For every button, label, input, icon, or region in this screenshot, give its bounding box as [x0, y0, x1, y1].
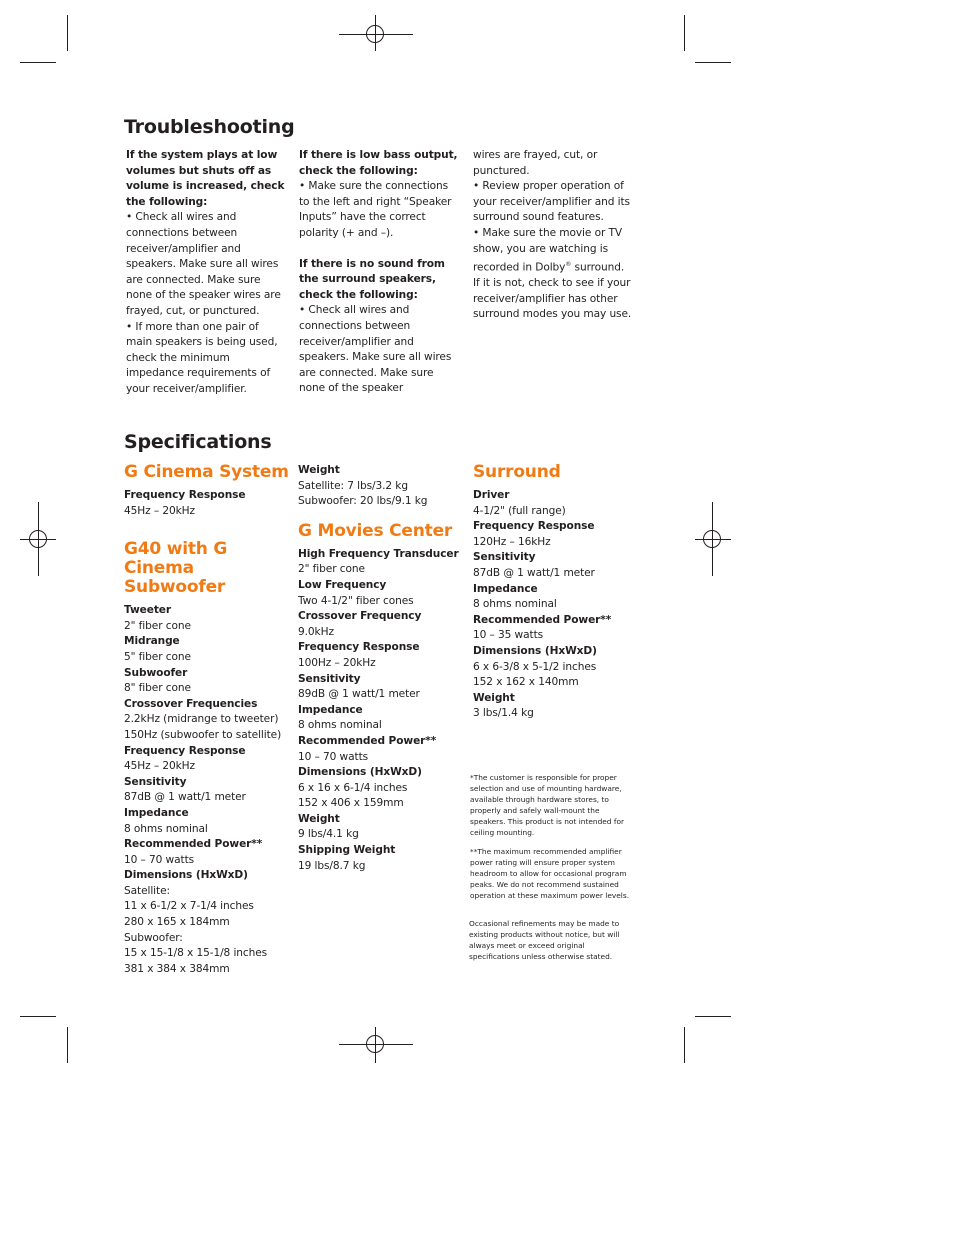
spec-label: Frequency Response	[124, 744, 246, 757]
registration-target-icon	[29, 530, 47, 548]
spec-label: Midrange	[124, 635, 180, 648]
spec-value: Subwoofer: 20 lbs/9.1 kg	[298, 495, 428, 508]
spec-label: Dimensions (HxWxD)	[473, 644, 597, 657]
spec-label: Recommended Power**	[298, 734, 437, 747]
spec-value: 8" fiber cone	[124, 682, 191, 695]
spec-column-2	[298, 463, 468, 874]
spec-label: Tweeter	[124, 604, 171, 617]
spec-label: Weight	[473, 691, 515, 704]
spec-column-1	[124, 463, 294, 977]
spec-value: 87dB @ 1 watt/1 meter	[473, 566, 595, 579]
troubleshooting-bullet: • Check all wires and connections between receiver/amplifier and speakers. Make sure all wires are connected. Make sure none of the speaker wires are frayed, cut, or punctured.	[126, 211, 281, 317]
spec-value: 87dB @ 1 watt/1 meter	[124, 791, 246, 804]
troubleshooting-question: If there is low bass output, check the following:	[299, 149, 458, 177]
troubleshooting-title: Troubleshooting	[124, 116, 295, 138]
footnote: *The customer is responsible for proper selection and use of mounting hardware, available through hardware stores, to properly and safely wall-mount the speakers. This product is not intended for ceiling mounting.	[470, 773, 625, 837]
g-cinema-system-heading: G Cinema System	[124, 462, 289, 482]
spec-value: 2" fiber cone	[124, 619, 191, 632]
spec-label: Crossover Frequency	[298, 610, 422, 623]
troubleshooting-bullet: • If more than one pair of main speakers is being used, check the minimum impedance requirements of your receiver/amplifier.	[126, 320, 278, 395]
troubleshooting-column-2	[299, 148, 459, 397]
spec-value: 150Hz (subwoofer to satellite)	[124, 728, 282, 741]
spec-value: 10 – 70 watts	[124, 853, 195, 866]
registration-target-icon	[703, 530, 721, 548]
spec-value: 8 ohms nominal	[124, 822, 208, 835]
spec-value: 381 x 384 x 384mm	[124, 962, 230, 975]
spec-label: Dimensions (HxWxD)	[298, 766, 422, 779]
specifications-title: Specifications	[124, 431, 272, 453]
spec-value: 280 x 165 x 184mm	[124, 916, 230, 929]
footnotes	[470, 772, 630, 909]
spec-value: 6 x 6-3/8 x 5-1/2 inches	[473, 660, 597, 673]
spec-value: 11 x 6-1/2 x 7-1/4 inches	[124, 900, 254, 913]
spec-label: High Frequency Transducer	[298, 547, 459, 560]
spec-value: 152 x 406 x 159mm	[298, 797, 404, 810]
spec-value: Two 4-1/2" fiber cones	[298, 594, 414, 607]
spec-value: Satellite: 7 lbs/3.2 kg	[298, 479, 408, 492]
spec-column-3	[473, 463, 638, 722]
troubleshooting-column-1	[126, 148, 286, 398]
spec-value: 3 lbs/1.4 kg	[473, 707, 534, 720]
spec-label: Weight	[298, 464, 340, 476]
spec-value: 9.0kHz	[298, 625, 334, 638]
spec-value: 19 lbs/8.7 kg	[298, 859, 366, 872]
spec-value: 6 x 16 x 6-1/4 inches	[298, 781, 408, 794]
spec-label: Subwoofer	[124, 666, 188, 679]
spec-value: 10 – 70 watts	[298, 750, 369, 763]
spec-label: Frequency Response	[473, 520, 595, 533]
spec-value: 120Hz – 16kHz	[473, 535, 551, 548]
spec-value: Satellite:	[124, 884, 170, 897]
troubleshooting-bullet: • Check all wires and connections between receiver/amplifier and speakers. Make sure all wires are connected. Make sure none of the speaker	[299, 304, 452, 395]
spec-label: Dimensions (HxWxD)	[124, 869, 248, 882]
spec-label: Sensitivity	[298, 672, 361, 685]
spec-label: Recommended Power**	[124, 838, 263, 851]
spec-label: Recommended Power**	[473, 613, 612, 626]
surround-heading: Surround	[473, 462, 561, 482]
spec-value: 8 ohms nominal	[473, 598, 557, 611]
spec-value: 89dB @ 1 watt/1 meter	[298, 688, 420, 701]
spec-label: Impedance	[298, 703, 363, 716]
spec-label: Crossover Frequencies	[124, 697, 258, 710]
g-movies-center-heading: G Movies Center	[298, 520, 453, 541]
spec-label: Weight	[298, 812, 340, 825]
footnote: **The maximum recommended amplifier power rating will ensure proper system headroom to allow for occasional program peaks. We do not recommend sustained operation at these maximum power levels.	[470, 847, 630, 900]
spec-label: Frequency Response	[124, 489, 246, 501]
spec-value: 2.2kHz (midrange to tweeter)	[124, 713, 279, 726]
registration-target-icon	[366, 1035, 384, 1053]
troubleshooting-question: If the system plays at low volumes but shuts off as volume is increased, check the following:	[126, 149, 285, 208]
spec-value: 45Hz – 20kHz	[124, 760, 195, 773]
spec-value: 4-1/2" (full range)	[473, 504, 566, 517]
spec-value: 152 x 162 x 140mm	[473, 676, 579, 689]
spec-label: Sensitivity	[473, 551, 536, 564]
spec-value: 5" fiber cone	[124, 650, 191, 663]
troubleshooting-text: wires are frayed, cut, or punctured.	[473, 149, 598, 177]
troubleshooting-column-3	[473, 148, 633, 323]
spec-label: Driver	[473, 489, 510, 501]
footnote: Occasional refinements may be made to existing products without notice, but will always meet or exceed original specifications unless otherwise stated.	[469, 919, 620, 961]
spec-value: 8 ohms nominal	[298, 719, 382, 732]
spec-value: 100Hz – 20kHz	[298, 656, 376, 669]
spec-value: 10 – 35 watts	[473, 629, 544, 642]
troubleshooting-bullet: • Review proper operation of your receiver/amplifier and its surround sound features.	[473, 180, 630, 224]
troubleshooting-bullet: • Make sure the movie or TV show, you are watching is recorded in Dolby® surround. If it is not, check to see if your receiver/amplifier has other surround modes you may use.	[473, 226, 632, 321]
footnotes-disclaimer	[469, 918, 631, 970]
spec-label: Shipping Weight	[298, 844, 396, 857]
troubleshooting-question: If there is no sound from the surround speakers, check the following:	[299, 257, 445, 301]
troubleshooting-bullet: • Make sure the connections to the left and right “Speaker Inputs” have the correct polarity (+ and –).	[299, 180, 452, 239]
spec-label: Sensitivity	[124, 775, 187, 788]
spec-label: Low Frequency	[298, 578, 387, 591]
spec-value: Subwoofer:	[124, 931, 183, 944]
g40-heading: G40 with G Cinema Subwoofer	[124, 539, 228, 598]
spec-value: 15 x 15-1/8 x 15-1/8 inches	[124, 947, 268, 960]
spec-label: Impedance	[124, 806, 189, 819]
spec-value: 45Hz – 20kHz	[124, 504, 195, 517]
spec-label: Frequency Response	[298, 641, 420, 654]
spec-value: 9 lbs/4.1 kg	[298, 828, 359, 841]
registration-target-icon	[366, 25, 384, 43]
spec-value: 2" fiber cone	[298, 563, 365, 576]
spec-label: Impedance	[473, 582, 538, 595]
